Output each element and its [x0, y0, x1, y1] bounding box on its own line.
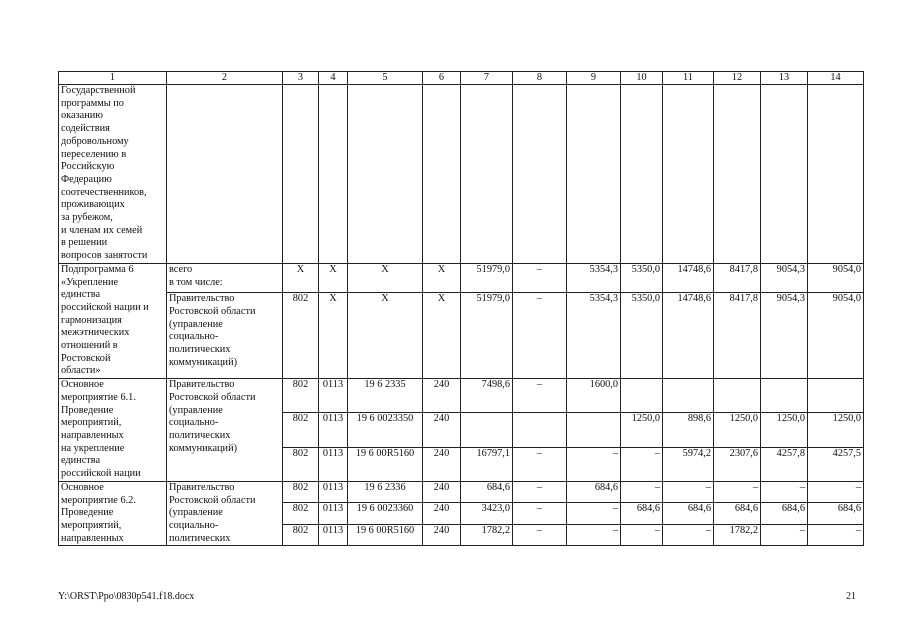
table-cell: –	[761, 524, 808, 546]
table-cell: 802	[283, 447, 319, 481]
table-cell: 8417,8	[714, 293, 761, 379]
table-cell: 5354,3	[567, 293, 621, 379]
table-cell: 684,6	[621, 503, 663, 525]
table-cell	[319, 85, 348, 264]
table-cell: 2307,6	[714, 447, 761, 481]
table-cell: 240	[423, 503, 461, 525]
table-cell: –	[513, 503, 567, 525]
table-cell: 1782,2	[461, 524, 513, 546]
table-cell: 19 6 2335	[348, 379, 423, 413]
table-cell	[808, 85, 864, 264]
table-cell: 240	[423, 481, 461, 503]
table-cell: –	[621, 524, 663, 546]
table-cell: 1250,0	[808, 413, 864, 447]
table-cell	[761, 379, 808, 413]
table-cell: 19 6 0023360	[348, 503, 423, 525]
table-cell: –	[513, 293, 567, 379]
table-cell: 684,6	[663, 503, 714, 525]
table-cell	[461, 85, 513, 264]
table-cell: X	[348, 263, 423, 292]
table-cell	[567, 85, 621, 264]
footer-file-path: Y:\ORST\Ppo\0830p541.f18.docx	[58, 591, 195, 602]
table-cell	[348, 85, 423, 264]
table-cell	[423, 85, 461, 264]
table-row	[59, 85, 864, 264]
header-row	[59, 72, 864, 85]
table-row	[59, 293, 864, 379]
table-cell: 0113	[319, 481, 348, 503]
table-cell: 7498,6	[461, 379, 513, 413]
table-cell: 0113	[319, 503, 348, 525]
column-header: 11	[663, 72, 714, 85]
table-cell: 1600,0	[567, 379, 621, 413]
executor-cell: Правительство Ростовской области (управление социально- политических коммуникаций)	[167, 379, 283, 482]
table-row	[59, 481, 864, 503]
column-header: 9	[567, 72, 621, 85]
table-cell: 14748,6	[663, 293, 714, 379]
column-header: 2	[167, 72, 283, 85]
column-header: 5	[348, 72, 423, 85]
table-cell: –	[761, 481, 808, 503]
budget-table	[58, 71, 864, 546]
table-row	[59, 379, 864, 413]
table-cell: 0113	[319, 447, 348, 481]
table-cell: 802	[283, 481, 319, 503]
column-header: 6	[423, 72, 461, 85]
table-cell: X	[423, 263, 461, 292]
table-cell: 16797,1	[461, 447, 513, 481]
table-cell: –	[513, 481, 567, 503]
table-cell	[567, 413, 621, 447]
table-cell: –	[663, 481, 714, 503]
table-cell: –	[808, 524, 864, 546]
table-cell: 802	[283, 413, 319, 447]
table-cell: X	[283, 263, 319, 292]
table-cell: 19 6 2336	[348, 481, 423, 503]
table-cell: –	[567, 524, 621, 546]
table-cell	[461, 413, 513, 447]
table-cell	[663, 379, 714, 413]
table-cell: 684,6	[714, 503, 761, 525]
column-header: 7	[461, 72, 513, 85]
table-cell	[621, 379, 663, 413]
table-cell: X	[319, 293, 348, 379]
table-cell: 1782,2	[714, 524, 761, 546]
table-cell: 684,6	[808, 503, 864, 525]
table-cell	[283, 85, 319, 264]
table-cell: 19 6 00R5160	[348, 447, 423, 481]
table-cell: 802	[283, 524, 319, 546]
table-cell: –	[513, 263, 567, 292]
table-cell: –	[567, 503, 621, 525]
table-cell: 5350,0	[621, 293, 663, 379]
table-cell: 9054,3	[761, 263, 808, 292]
column-header: 14	[808, 72, 864, 85]
table-cell	[621, 85, 663, 264]
program-name-cell: Подпрограмма 6 «Укрепление единства российской нации и гармонизация межэтнических отношений в Ростовской области»	[59, 263, 167, 378]
table-cell: 9054,0	[808, 293, 864, 379]
table-cell	[808, 379, 864, 413]
table-cell: 684,6	[567, 481, 621, 503]
table-cell: X	[423, 293, 461, 379]
table-cell	[714, 85, 761, 264]
executor-cell: Правительство Ростовской области (управление социально- политических коммуникаций)	[167, 293, 283, 379]
table-cell: X	[319, 263, 348, 292]
table-cell: 684,6	[461, 481, 513, 503]
table-cell: 4257,5	[808, 447, 864, 481]
table-cell	[663, 85, 714, 264]
table-cell: –	[621, 481, 663, 503]
column-header: 13	[761, 72, 808, 85]
table-cell	[513, 85, 567, 264]
table-cell	[714, 379, 761, 413]
table-cell: 9054,0	[808, 263, 864, 292]
column-header: 4	[319, 72, 348, 85]
table-cell: 5974,2	[663, 447, 714, 481]
table-cell: 9054,3	[761, 293, 808, 379]
executor-cell: Правительство Ростовской области (управление социально- политических	[167, 481, 283, 546]
column-header: 1	[59, 72, 167, 85]
table-cell: 898,6	[663, 413, 714, 447]
table-cell: X	[348, 293, 423, 379]
program-name-cell: Основное мероприятие 6.1. Проведение мероприятий, направленных на укрепление единства российской нации	[59, 379, 167, 482]
column-header: 3	[283, 72, 319, 85]
table-cell: 3423,0	[461, 503, 513, 525]
table-cell: 240	[423, 413, 461, 447]
table-cell: 4257,8	[761, 447, 808, 481]
table-cell: 802	[283, 503, 319, 525]
table-cell: 0113	[319, 413, 348, 447]
table-cell: 802	[283, 379, 319, 413]
column-header: 8	[513, 72, 567, 85]
table-cell: 240	[423, 379, 461, 413]
program-name-cell: Государственной программы по оказанию содействия добровольному переселению в Российскую Федерацию соотечественников, проживающих за рубежом, и членам их семей в решении вопросов занятости	[59, 85, 167, 264]
table-cell: –	[714, 481, 761, 503]
table-cell: –	[621, 447, 663, 481]
table-cell: 1250,0	[714, 413, 761, 447]
table-cell: –	[663, 524, 714, 546]
table-cell: 240	[423, 524, 461, 546]
table-cell: 14748,6	[663, 263, 714, 292]
table-cell: 19 6 00R5160	[348, 524, 423, 546]
table-cell: 240	[423, 447, 461, 481]
table-row	[59, 263, 864, 292]
column-header: 10	[621, 72, 663, 85]
table-cell: –	[567, 447, 621, 481]
executor-cell: всего в том числе:	[167, 263, 283, 292]
table-cell: –	[513, 524, 567, 546]
table-cell: 51979,0	[461, 293, 513, 379]
table-cell: 0113	[319, 524, 348, 546]
table-cell: 5354,3	[567, 263, 621, 292]
table-cell: 19 6 0023350	[348, 413, 423, 447]
table-cell: 802	[283, 293, 319, 379]
table-cell	[513, 413, 567, 447]
table-cell: –	[513, 447, 567, 481]
footer-page-number: 21	[846, 591, 856, 602]
table-cell: –	[808, 481, 864, 503]
table-cell: 1250,0	[621, 413, 663, 447]
column-header: 12	[714, 72, 761, 85]
table-cell: 0113	[319, 379, 348, 413]
table-cell: 8417,8	[714, 263, 761, 292]
table-cell: 51979,0	[461, 263, 513, 292]
table-cell: –	[513, 379, 567, 413]
table-cell: 1250,0	[761, 413, 808, 447]
executor-cell	[167, 85, 283, 264]
table-cell: 5350,0	[621, 263, 663, 292]
program-name-cell: Основное мероприятие 6.2. Проведение мероприятий, направленных	[59, 481, 167, 546]
table-cell: 684,6	[761, 503, 808, 525]
table-cell	[761, 85, 808, 264]
